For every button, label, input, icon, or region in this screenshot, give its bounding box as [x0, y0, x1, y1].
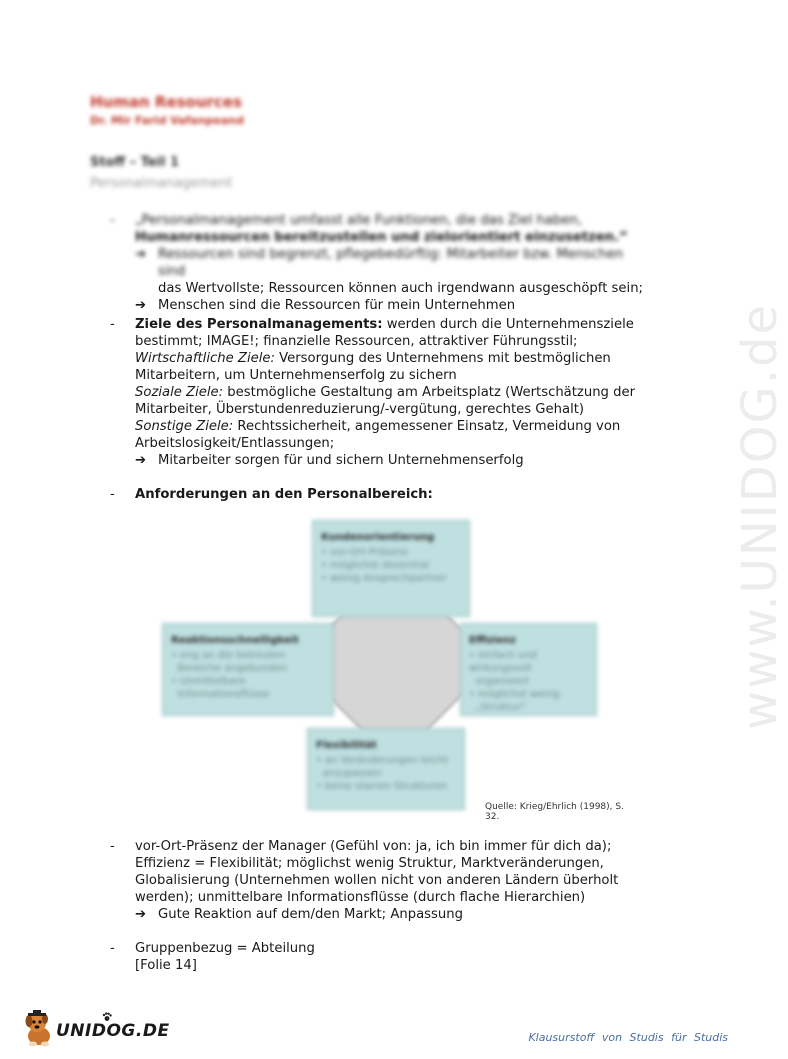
- section-title: Stoff – Teil 1: [90, 155, 180, 170]
- bullet-group: [112, 940, 652, 974]
- arrow-text: Gute Reaktion auf dem/den Markt; Anpassung: [158, 907, 463, 922]
- box-item: • möglichst wenig: [469, 689, 560, 700]
- box-item: Bereiche angebunden: [177, 663, 288, 674]
- watermark-text: www.UNIDOG.de: [732, 302, 788, 730]
- box-efficiency: [460, 623, 597, 716]
- dog-mascot-icon: [22, 1010, 56, 1048]
- other-goals-line: [135, 418, 652, 435]
- box-item: • keine starren Strukturen: [316, 781, 448, 792]
- box-item: • möglichst dezentral: [321, 560, 430, 571]
- goals-text: werden durch die Unternehmensziele: [382, 317, 634, 332]
- arrow-text: Menschen sind die Ressourcen für mein Unternehmen: [158, 298, 516, 313]
- presence-line-2: Effizienz = Flexibilität; möglichst wenig Struktur, Marktveränderungen,: [135, 856, 604, 871]
- definition-line-2: Humanressourcen bereitzustellen und zielorientiert einzusetzen.“: [135, 230, 628, 245]
- watermark: [680, 270, 788, 730]
- arrow-icon: ➔: [135, 907, 147, 922]
- presence-line-3: Globalisierung (Unternehmen wollen nicht von anderen Ländern überholt: [135, 873, 619, 888]
- econ-goals-line: [135, 350, 652, 367]
- bullet-goals: [112, 316, 652, 469]
- bullet-requirements: [112, 486, 652, 503]
- arrow-text: Mitarbeiter sorgen für und sichern Unternehmenserfolg: [158, 453, 524, 468]
- bullet-presence: [112, 838, 652, 923]
- box-title: Reaktionsschnelligkeit: [171, 635, 299, 646]
- box-title: Effizienz: [469, 635, 516, 646]
- other-goals-text: Rechtssicherheit, angemessener Einsatz, Vermeidung von: [233, 419, 621, 434]
- requirements-diagram: [160, 518, 635, 822]
- arrow-text: Ressourcen sind begrenzt, pflegebedürftig: Mitarbeiter bzw. Menschen sind: [158, 247, 624, 279]
- goals-line-2: bestimmt; IMAGE!; finanzielle Ressourcen, attraktiver Führungsstil;: [135, 334, 578, 349]
- econ-goals-label: Wirtschaftliche Ziele:: [135, 351, 275, 366]
- box-flexibility: [307, 728, 465, 810]
- goals-line-1: [135, 316, 652, 333]
- social-goals-line-2: Mitarbeiter, Überstundenreduzierung/-vergütung, gerechtes Gehalt): [135, 402, 585, 417]
- box-customer-orientation: [312, 520, 470, 617]
- social-goals-text: bestmögliche Gestaltung am Arbeitsplatz (Wertschätzung der: [223, 385, 636, 400]
- arrow-line: [135, 297, 652, 314]
- econ-goals-text: Versorgung des Unternehmens mit bestmöglichen: [274, 351, 611, 366]
- other-goals-line-2: Arbeitslosigkeit/Entlassungen;: [135, 436, 335, 451]
- requirements-title: Anforderungen an den Personalbereich:: [135, 487, 433, 502]
- bullet-dash: -: [110, 213, 115, 228]
- bullet-dash: -: [110, 487, 115, 502]
- definition-line-1: „Personalmanagement umfasst alle Funktionen, die das Ziel haben,: [135, 213, 583, 228]
- goals-label: Ziele des Personalmanagements:: [135, 317, 383, 332]
- box-item: • einfach und wirkungsvoll: [469, 650, 538, 674]
- box-item: • vor-Ort-Präsenz: [321, 547, 409, 558]
- social-goals-label: Soziale Ziele:: [135, 385, 224, 400]
- group-line-1: Gruppenbezug = Abteilung: [135, 941, 315, 956]
- arrow-icon: ➔: [135, 453, 147, 468]
- bullet-dash: -: [110, 941, 115, 956]
- presence-line-1: vor-Ort-Präsenz der Manager (Gefühl von: ja, ich bin immer für dich da);: [135, 839, 612, 854]
- box-item: • Unmittelbare: [171, 676, 246, 687]
- box-item: • wenig Ansprechpartner: [321, 573, 447, 584]
- econ-goals-line-2: Mitarbeitern, um Unternehmenserfolg zu sichern: [135, 368, 457, 383]
- diagram-source: Quelle: Krieg/Ehrlich (1998), S. 32.: [485, 802, 624, 822]
- social-goals-line: [135, 384, 652, 401]
- arrow-icon: ➔: [135, 247, 147, 262]
- arrow-icon: ➔: [135, 298, 147, 313]
- box-item: Informationsflüsse: [177, 689, 270, 700]
- arrow-line: [135, 246, 652, 280]
- group-line-2: [Folie 14]: [135, 958, 197, 973]
- box-item: • an Veränderungen leicht: [316, 755, 449, 766]
- bullet-dash: -: [110, 839, 115, 854]
- logo-text: UNIDOG.DE: [56, 1021, 170, 1041]
- arrow-line: [135, 906, 652, 923]
- box-item: anzupassen: [322, 768, 382, 779]
- document-author: Dr. Mir Farid Vafanpeand: [90, 114, 244, 127]
- box-responsiveness: [162, 623, 334, 716]
- bullet-definition: [112, 212, 652, 314]
- document-title: Human Resources: [90, 93, 242, 111]
- box-title: Kundenorientierung: [321, 532, 435, 543]
- box-title: Flexibilität: [316, 740, 377, 751]
- unidog-logo: [22, 1010, 170, 1050]
- box-item: „Struktur“: [475, 702, 527, 713]
- section-subtitle: Personalmanagement: [90, 176, 233, 191]
- arrow-line: [135, 452, 652, 469]
- other-goals-label: Sonstige Ziele:: [135, 419, 234, 434]
- presence-line-4: werden); unmittelbare Informationsflüsse (durch flache Hierarchien): [135, 890, 586, 905]
- box-item: • eng an die betreuten: [171, 650, 286, 661]
- box-item: organisiert: [475, 676, 530, 687]
- bullet-dash: -: [110, 317, 115, 332]
- arrow-text-continued: das Wertvollste; Ressourcen können auch irgendwann ausgeschöpft sein;: [158, 281, 644, 296]
- footer-tagline: Klausurstoff von Studis für Studis: [528, 1031, 728, 1044]
